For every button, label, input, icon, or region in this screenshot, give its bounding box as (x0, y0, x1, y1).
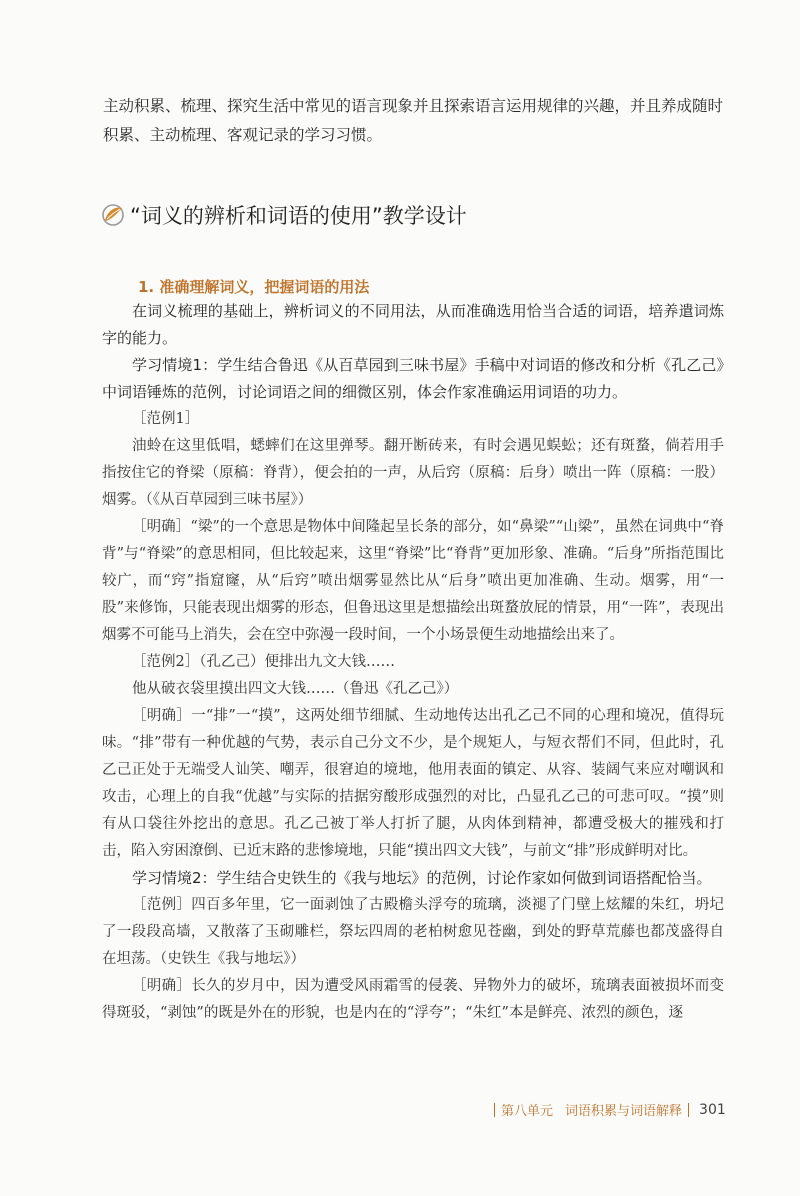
section-heading (100, 200, 467, 230)
example-paragraph: 他从破衣袋里摸出四文大钱……（鲁迅《孔乙己》） (132, 681, 459, 697)
example-paragraph: ［范例2］（孔乙己）便排出九文大钱…… (132, 654, 395, 670)
footer-divider (688, 1103, 689, 1117)
example-paragraph: ［明确］“梁”的一个意思是物体中间隆起呈长条的部分，如“鼻梁”“山梁”，虽然在词典中“脊背”与“脊梁”的意思相同，但比较起来，这里“脊梁”比“脊背”更加形象、准确。“后身”所指范围比较广，而“窍”指窟窿，从“后窍”喷出烟雾显然比从“后身”喷出更加准确、生动。烟雾，用“一股”来修饰，只能表现出烟雾的形态，但鲁迅这里是想描绘出斑蝥放屁的情景，用“一阵”，表现出烟雾不可能马上消失，会在空中弥漫一段时间，一个小场景便生动地描绘出来了。 (102, 519, 724, 643)
page-footer (488, 1100, 726, 1119)
body-paragraph: 学习情境1：学生结合鲁迅《从百草园到三味书屋》手稿中对词语的修改和分析《孔乙己》中词语锤炼的范例，讨论词语之间的细微区别，体会作家准确运用词语的功力。 (102, 356, 724, 401)
subheading: 1. 准确理解词义，把握词语的用法 (138, 278, 370, 296)
intro-paragraph: 主动积累、梳理、探究生活中常见的语言现象并且探索语言运用规律的兴趣，并且养成随时积累、主动梳理、客观记录的学习习惯。 (103, 97, 724, 144)
example-paragraph: ［范例］四百多年里，它一面剥蚀了古殿檐头浮夸的琉璃，淡褪了门壁上炫耀的朱红，坍圮了一段段高墙，又散落了玉砌雕栏，祭坛四周的老柏树愈见苍幽，到处的野草荒藤也都茂盛得自在坦荡。（史铁生《我与地坛》） (102, 897, 724, 967)
footer-unit: 第八单元 (501, 1104, 554, 1119)
leaf-swirl-icon (100, 202, 126, 228)
example-paragraph: ［明确］长久的岁月中，因为遭受风雨霜雪的侵袭、异物外力的破坏，琉璃表面被损坏而变得斑驳，“剥蚀”的既是外在的形貌，也是内在的“浮夸”；“朱红”本是鲜亮、浓烈的颜色，逐 (102, 978, 724, 1021)
page-number: 301 (699, 1101, 726, 1118)
body-text (102, 298, 724, 1027)
section-title: “词义的辨析和词语的使用”教学设计 (130, 204, 467, 228)
example-paragraph: ［明确］一“排”一“摸”，这两处细节细腻、生动地传达出孔乙己不同的心理和境况，值得玩味。“排”带有一种优越的气势，表示自己分文不少，是个规矩人，与短衣帮们不同，但此时，孔乙己正处于无端受人讪笑、嘲弄，很窘迫的境地，他用表面的镇定、从容、装阔气来应对嘲讽和攻击，心理上的自我“优越”与实际的拮据穷酸形成强烈的对比，凸显孔乙己的可悲可叹。“摸”则有从口袋往外挖出的意思。孔乙己被丁举人打折了腿，从肉体到精神，都遭受极大的摧残和打击，陷入穷困潦倒、已近末路的悲惨境地，只能“摸出四文大钱”，与前文“排”形成鲜明对比。 (102, 708, 724, 859)
example-paragraph: ［范例1］ (132, 411, 200, 427)
footer-divider (494, 1103, 495, 1117)
body-paragraph: 学习情境2：学生结合史铁生的《我与地坛》的范例，讨论作家如何做到词语搭配恰当。 (132, 869, 712, 887)
body-paragraph: 在词义梳理的基础上，辨析词义的不同用法，从而准确选用恰当合适的词语，培养遣词炼字的能力。 (102, 302, 724, 347)
footer-chapter: 词语积累与词语解释 (565, 1104, 683, 1119)
example-paragraph: 油蛉在这里低唱，蟋蟀们在这里弹琴。翻开断砖来，有时会遇见蜈蚣；还有斑蝥，倘若用手指按住它的脊梁（原稿：脊背），便会拍的一声，从后窍（原稿：后身）喷出一阵（原稿：一股）烟雾。（《从百草园到三味书屋》） (102, 438, 724, 508)
